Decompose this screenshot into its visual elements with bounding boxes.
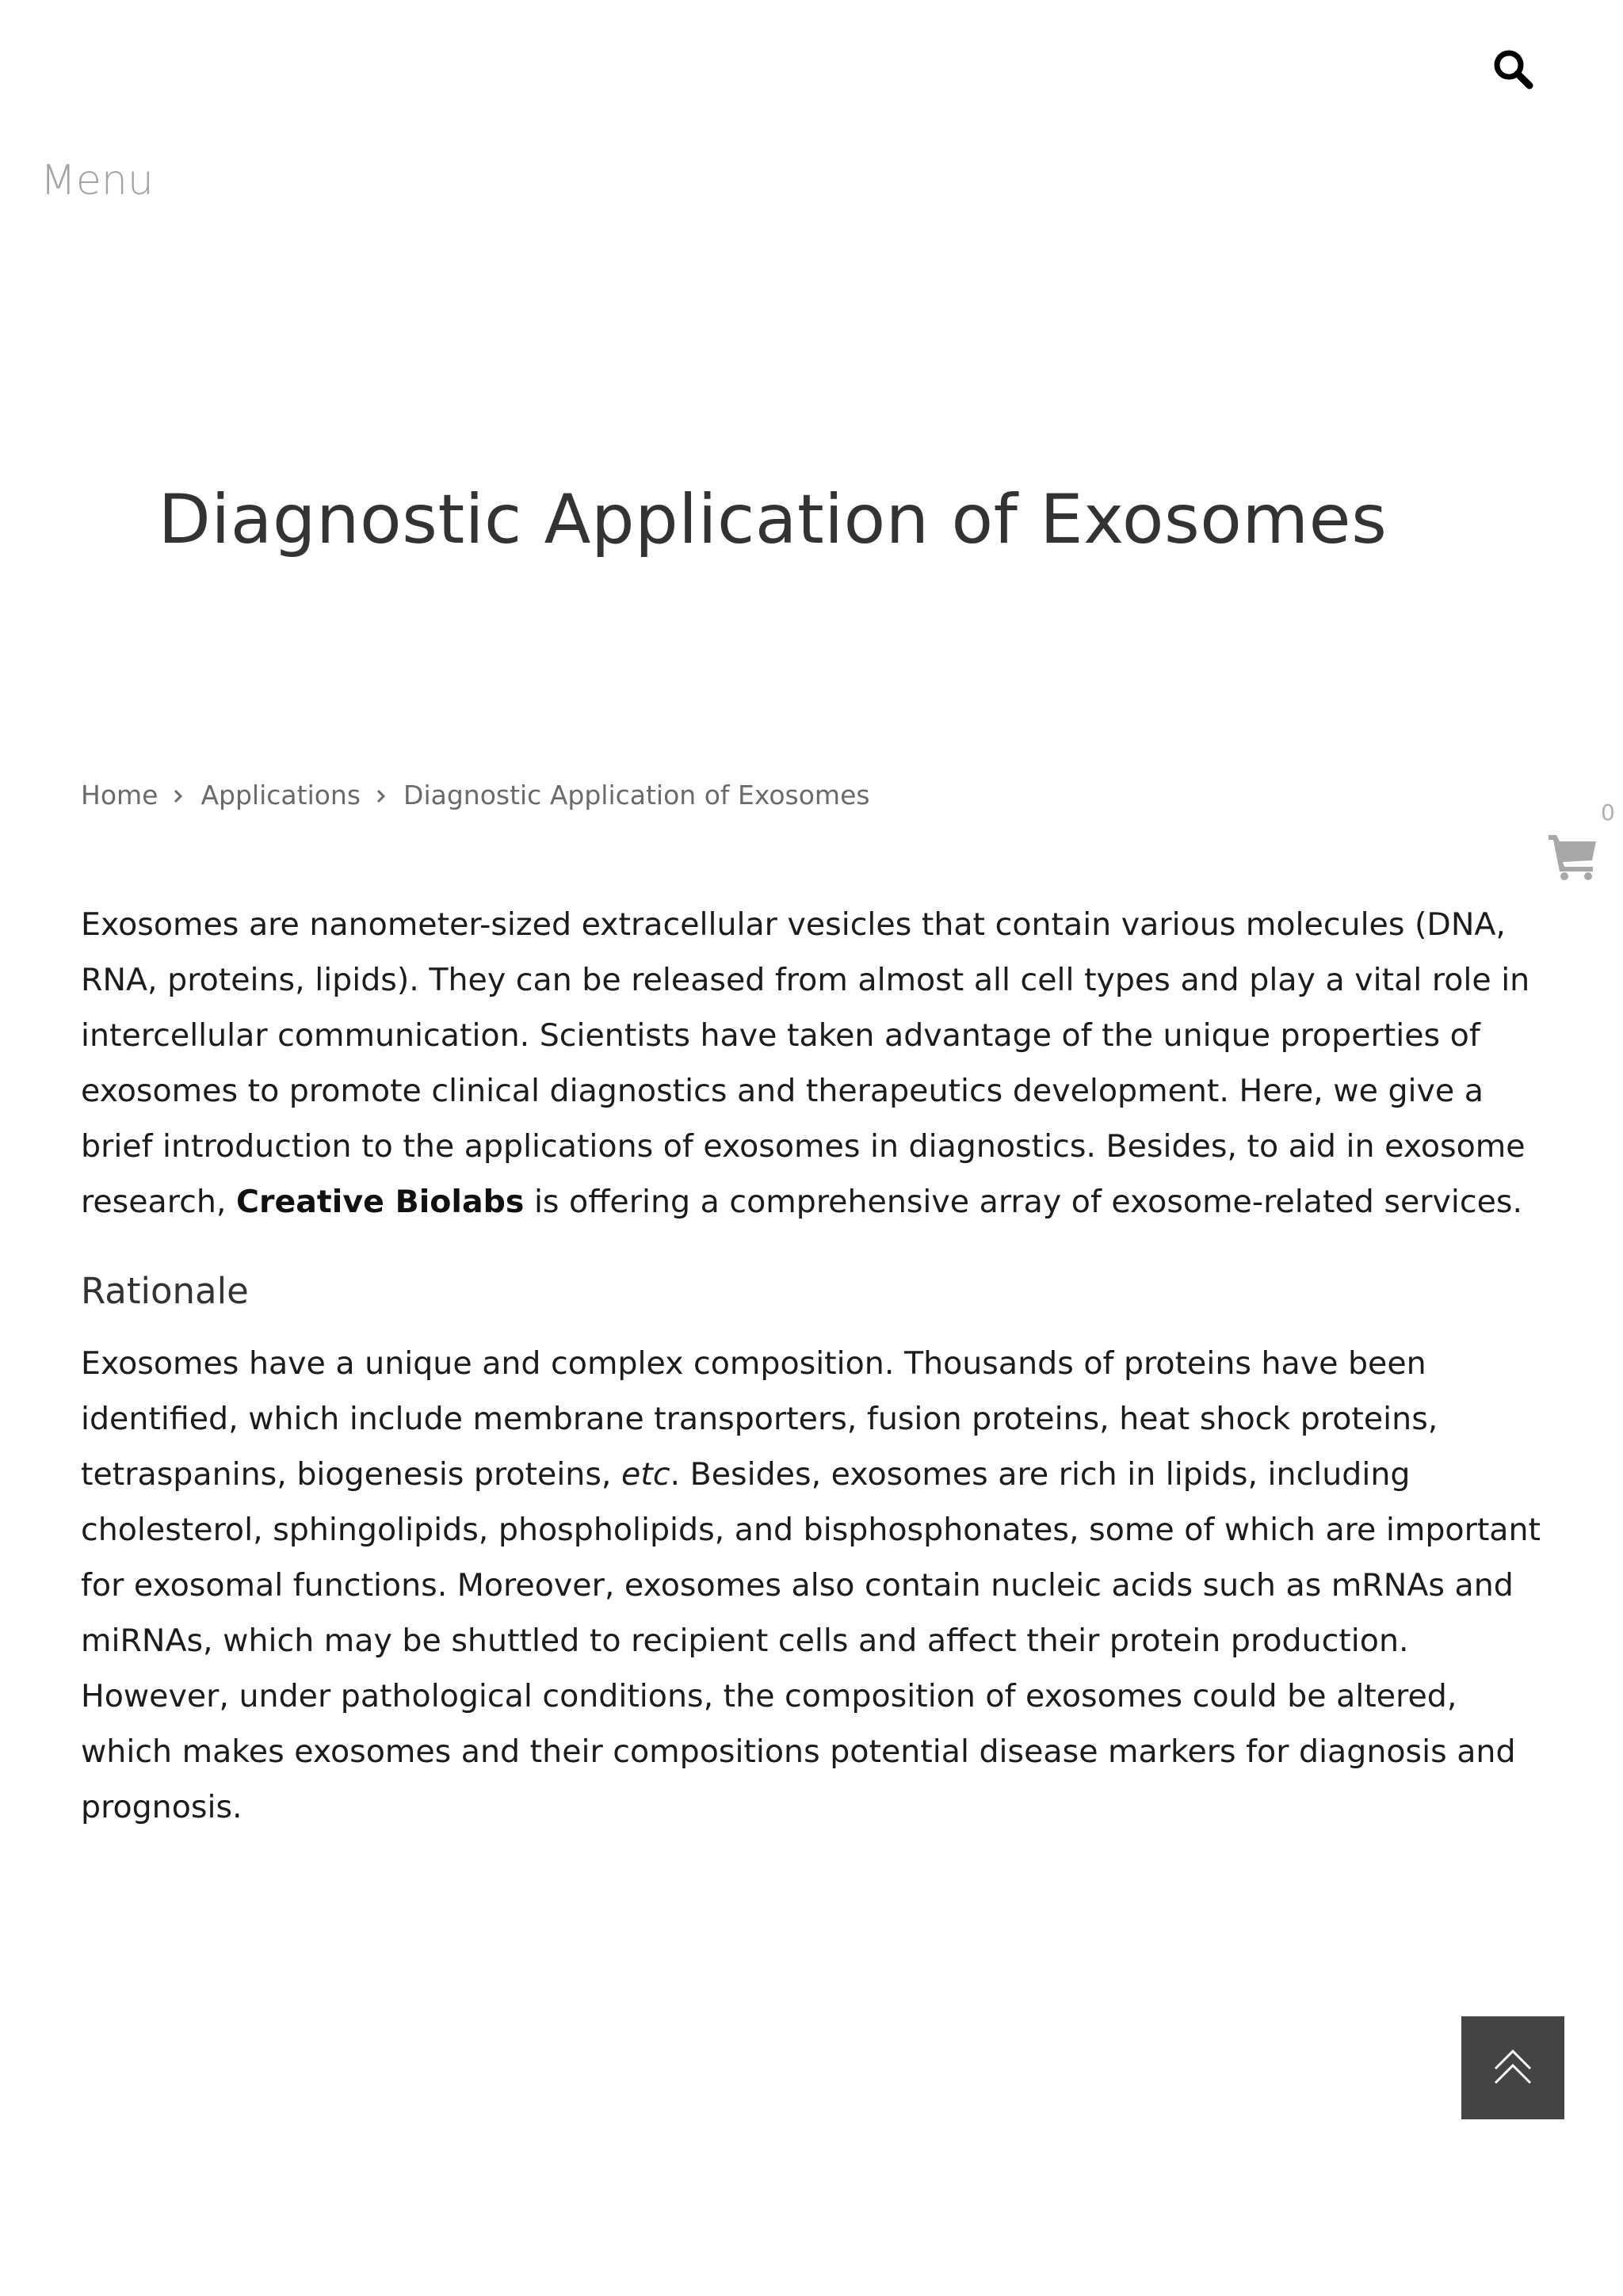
breadcrumb-applications-link[interactable]: Applications xyxy=(200,780,361,810)
rationale-text-end: . Besides, exosomes are rich in lipids, including cholesterol, sphingolipids, phospholipids, and bisphosphonates, some of which are important for exosomal functions. Moreover, exosomes also contain nucleic acids such as mRNAs and miRNAs, which may be shuttled to recipient cells and affect their protein production. However, under pathological conditions, the composition of exosomes could be altered, which makes exosomes and their compositions potential disease markers for diagnosis and prognosis. xyxy=(81,1456,1541,1825)
menu-button[interactable]: Menu xyxy=(40,157,154,204)
search-button[interactable] xyxy=(1490,46,1537,93)
intro-paragraph xyxy=(81,897,1555,1230)
page-title: Diagnostic Application of Exosomes xyxy=(158,480,1388,559)
brand-name: Creative Biolabs xyxy=(236,1184,525,1220)
intro-text-end: is offering a comprehensive array of exosome-related services. xyxy=(524,1184,1523,1220)
cart-button[interactable] xyxy=(1542,800,1623,883)
rationale-text-start: Exosomes have a unique and complex composition. Thousands of proteins have been identified, which include membrane transporters, fusion proteins, heat shock proteins, tetraspanins, biogenesis proteins, xyxy=(81,1345,1438,1493)
breadcrumb-home-link[interactable]: Home xyxy=(81,780,158,810)
search-icon xyxy=(1490,46,1537,93)
cart-count-badge: 0 xyxy=(1601,799,1615,826)
breadcrumb-current: Diagnostic Application of Exosomes xyxy=(403,780,870,810)
breadcrumb xyxy=(81,778,870,813)
intro-text-start: Exosomes are nanometer-sized extracellular vesicles that contain various molecules (DNA, RNA, proteins, lipids). They can be released from almost all cell types and play a vital role in intercellular communication. Scientists have taken advantage of the unique properties of exosomes to promote clinical diagnostics and therapeutics development. Here, we give a brief introduction to the applications of exosomes in diagnostics. Besides, to aid in exosome research, xyxy=(81,906,1530,1220)
etc-text: etc xyxy=(621,1456,670,1493)
main-content xyxy=(81,897,1555,1835)
cart-icon xyxy=(1549,833,1599,881)
rationale-paragraph xyxy=(81,1336,1555,1835)
chevron-right-icon xyxy=(158,778,200,813)
double-chevron-up-icon xyxy=(1492,2046,1533,2089)
back-to-top-button[interactable] xyxy=(1461,2016,1564,2119)
chevron-right-icon xyxy=(361,778,403,813)
rationale-heading: Rationale xyxy=(81,1270,249,1312)
